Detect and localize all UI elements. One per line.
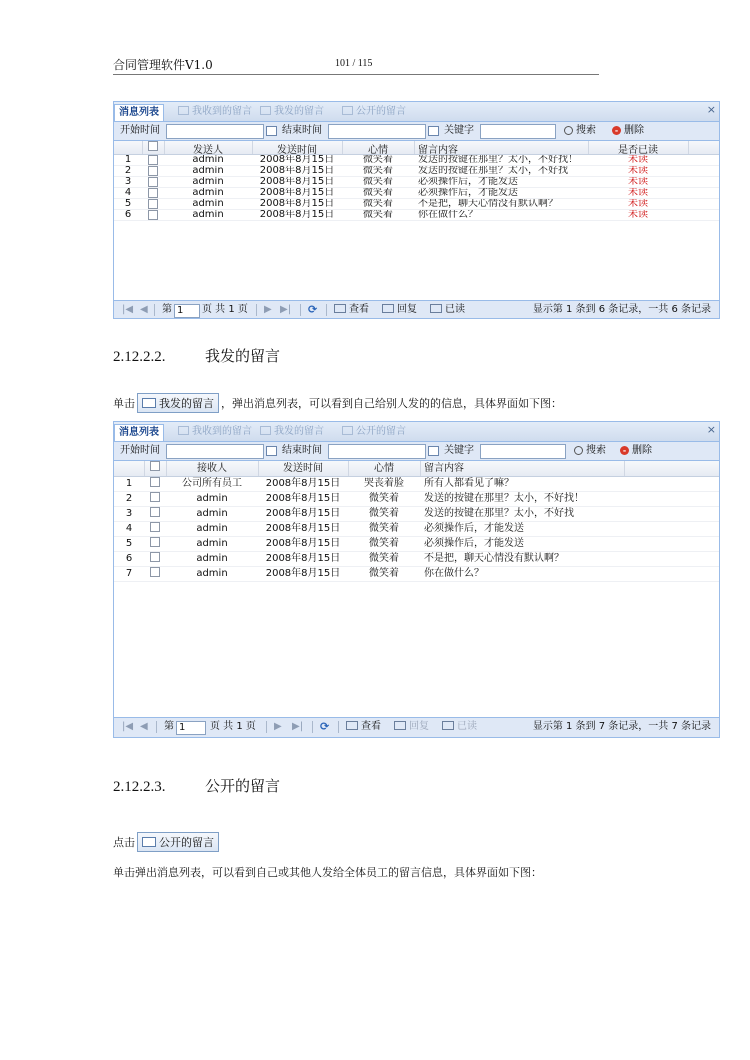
cell-content: 你在做什么？ (424, 568, 484, 579)
message-grid (114, 141, 719, 221)
cell-content: 发送的按键在那里？太小，不好找！ (418, 155, 578, 165)
first-page-button[interactable]: |◀ (122, 304, 134, 315)
refresh-icon[interactable]: ⟳ (308, 303, 318, 316)
grid-header (114, 141, 719, 155)
cell-sender: admin (192, 210, 224, 220)
select-all-checkbox[interactable] (148, 141, 158, 151)
tab-sent-messages[interactable]: 我发的留言 (256, 424, 328, 440)
cell-send-time: 2008年8月15日 (265, 493, 341, 504)
row-checkbox-cell (142, 210, 164, 223)
row-checkbox[interactable] (150, 522, 160, 532)
col-send-time[interactable]: 发送时间 (252, 141, 343, 154)
cell-recipient: admin (196, 508, 228, 519)
col-sender[interactable]: 发送人 (164, 141, 253, 154)
table-row[interactable] (114, 199, 719, 210)
cell-read-status: 未读 (628, 210, 648, 220)
page-total-label: 页 共 1 页 (210, 721, 256, 732)
row-checkbox[interactable] (148, 188, 158, 198)
table-row[interactable] (114, 492, 719, 507)
tab-public-messages[interactable]: 公开的留言 (338, 424, 410, 440)
cell-sender: admin (192, 177, 224, 187)
section-heading (113, 776, 281, 796)
select-all-checkbox[interactable] (150, 461, 160, 471)
grid-body (114, 477, 719, 582)
cell-mood: 微笑着 (363, 188, 393, 198)
cell-recipient: admin (196, 538, 228, 549)
instruction-paragraph: 单击弹出消息列表，可以看到自己或其他人发给全体员工的留言信息，具体界面如下图： (113, 866, 542, 879)
keyword-label: 关键字 (444, 125, 474, 136)
cell-content: 不是把，聊天心情没有默认啊？ (424, 553, 564, 564)
mail-icon (260, 426, 271, 435)
end-time-label: 结束时间 (282, 125, 322, 136)
prev-page-button[interactable]: ◀ (140, 721, 148, 732)
instruction-paragraph: 单击 我发的留言 ，弹出消息列表，可以看到自己给别人发的的信息，具体界面如下图： (113, 393, 562, 413)
mail-icon (178, 426, 189, 435)
cell-recipient: admin (196, 523, 228, 534)
cell-mood: 微笑着 (363, 199, 393, 209)
start-time-label: 开始时间 (120, 125, 160, 136)
row-checkbox[interactable] (148, 177, 158, 187)
cell-send-time: 2008年8月15日 (265, 568, 341, 579)
end-time-input[interactable] (328, 124, 426, 139)
table-row[interactable] (114, 166, 719, 177)
cell-content: 发送的按键在那里？太小，不好找！ (424, 493, 584, 504)
cell-read-status: 未读 (628, 166, 648, 176)
search-icon (564, 126, 573, 135)
table-row[interactable] (114, 210, 719, 221)
cell-send-time: 2008年8月15日 (265, 553, 341, 564)
reply-button[interactable]: 回复 (394, 721, 429, 733)
pagination-bar (114, 300, 719, 318)
cell-mood: 微笑着 (363, 166, 393, 176)
cell-recipient: admin (196, 553, 228, 564)
message-grid (114, 461, 719, 582)
row-checkbox-cell (144, 552, 166, 567)
cell-mood: 微笑着 (369, 553, 399, 564)
table-row[interactable] (114, 188, 719, 199)
tab-bar (114, 422, 719, 442)
record-status: 显示第 1 条到 6 条记录，一共 6 条记录 (532, 304, 711, 315)
calendar-icon[interactable] (266, 446, 277, 456)
table-row[interactable] (114, 477, 719, 492)
cell-send-time: 2008年8月15日 (259, 177, 335, 187)
cell-mood: 哭丧着脸 (364, 478, 404, 489)
cell-content: 发送的按键在那里？太小，不好找 (424, 508, 574, 519)
filter-toolbar (114, 442, 719, 461)
end-time-label: 结束时间 (282, 445, 322, 456)
row-number: 2 (125, 493, 133, 504)
cell-sender: admin (192, 155, 224, 165)
cell-read-status: 未读 (628, 177, 648, 187)
start-time-input[interactable] (166, 444, 264, 459)
cell-read-status: 未读 (628, 155, 648, 165)
row-number: 5 (124, 199, 132, 209)
cell-content: 你在做什么？ (418, 210, 478, 220)
cell-send-time: 2008年8月15日 (259, 155, 335, 165)
tab-message-list[interactable]: 消息列表 (114, 104, 164, 121)
row-number: 7 (125, 568, 133, 579)
sent-messages-button[interactable]: 我发的留言 (137, 393, 219, 413)
row-number: 4 (124, 188, 132, 198)
cell-content: 必须操作后，才能发送 (418, 177, 518, 187)
view-button[interactable]: 查看 (334, 304, 369, 316)
row-number: 6 (125, 553, 133, 564)
row-checkbox[interactable] (148, 199, 158, 209)
cell-mood: 微笑着 (363, 177, 393, 187)
page-number-input[interactable]: 1 (174, 304, 200, 318)
reply-icon (382, 304, 394, 313)
delete-button[interactable]: - 删除 (620, 444, 652, 457)
cell-send-time: 2008年8月15日 (259, 188, 335, 198)
close-icon[interactable]: × (706, 103, 716, 116)
cell-recipient: admin (196, 568, 228, 579)
col-mood[interactable]: 心情 (342, 141, 415, 154)
cell-send-time: 2008年8月15日 (265, 508, 341, 519)
section-title: 公开的留言 (205, 777, 281, 795)
delete-icon: - (620, 446, 629, 455)
table-row[interactable] (114, 537, 719, 552)
refresh-icon[interactable]: ⟳ (320, 720, 330, 733)
view-icon (346, 721, 358, 730)
cell-read-status: 未读 (628, 199, 648, 209)
mail-icon (260, 106, 271, 115)
keyword-input[interactable] (480, 124, 556, 139)
cell-send-time: 2008年8月15日 (265, 478, 341, 489)
col-content[interactable]: 留言内容 (420, 461, 625, 476)
cell-mood: 微笑着 (369, 508, 399, 519)
grid-header (114, 461, 719, 477)
last-page-button[interactable]: ▶| (280, 304, 292, 315)
row-checkbox[interactable] (150, 507, 160, 517)
page-label: 第 (164, 721, 174, 732)
keyword-label: 关键字 (444, 445, 474, 456)
page-label: 第 (162, 304, 172, 315)
delete-button[interactable]: - 删除 (612, 124, 644, 137)
cell-content: 必须操作后，才能发送 (418, 188, 518, 198)
cell-sender: admin (192, 199, 224, 209)
cell-content: 必须操作后，才能发送 (424, 538, 524, 549)
cell-recipient: admin (196, 493, 228, 504)
row-checkbox[interactable] (150, 537, 160, 547)
cell-mood: 微笑着 (363, 210, 393, 220)
row-checkbox-cell (144, 567, 166, 582)
reply-icon (394, 721, 406, 730)
cell-content: 所有人都看见了嘛？ (424, 478, 514, 489)
cell-sender: admin (192, 166, 224, 176)
mark-read-button[interactable]: 已读 (430, 304, 465, 316)
prev-page-button[interactable]: ◀ (140, 304, 148, 315)
start-time-input[interactable] (166, 124, 264, 139)
pagination-bar (114, 717, 719, 737)
folder-icon (142, 837, 156, 847)
cell-send-time: 2008年8月15日 (265, 523, 341, 534)
row-checkbox[interactable] (148, 210, 158, 220)
tab-received-messages[interactable]: 我收到的留言 (174, 424, 256, 440)
last-page-button[interactable]: ▶| (292, 721, 304, 732)
message-list-window-received (113, 101, 720, 319)
public-messages-button[interactable]: 公开的留言 (137, 832, 219, 852)
delete-icon: - (612, 126, 621, 135)
table-row[interactable] (114, 177, 719, 188)
folder-icon (342, 426, 353, 435)
first-page-button[interactable]: |◀ (122, 721, 134, 732)
read-icon (442, 721, 454, 730)
cell-mood: 微笑着 (369, 538, 399, 549)
keyword-input[interactable] (480, 444, 566, 459)
next-page-button[interactable]: ▶ (274, 721, 282, 732)
end-time-input[interactable] (328, 444, 426, 459)
col-send-time[interactable]: 发送时间 (258, 461, 349, 476)
tab-message-list[interactable]: 消息列表 (114, 424, 164, 441)
table-row[interactable] (114, 507, 719, 522)
row-number: 1 (125, 478, 133, 489)
tab-public-messages[interactable]: 公开的留言 (338, 104, 410, 120)
cell-send-time: 2008年8月15日 (259, 210, 335, 220)
page-number-input[interactable]: 1 (176, 721, 206, 735)
next-page-button[interactable]: ▶ (264, 304, 272, 315)
col-mood[interactable]: 心情 (348, 461, 421, 476)
grid-body (114, 155, 719, 221)
section-title: 我发的留言 (205, 347, 281, 365)
row-checkbox-cell (144, 537, 166, 552)
table-row[interactable] (114, 522, 719, 537)
row-checkbox-cell (144, 507, 166, 522)
col-read-status[interactable]: 是否已读 (588, 141, 689, 154)
row-number: 6 (124, 210, 132, 220)
calendar-icon[interactable] (428, 446, 439, 456)
section-heading (113, 346, 281, 366)
cell-mood: 微笑着 (369, 493, 399, 504)
col-recipient[interactable]: 接收人 (166, 461, 259, 476)
row-checkbox[interactable] (150, 567, 160, 577)
cell-send-time: 2008年8月15日 (259, 199, 335, 209)
row-checkbox-cell (144, 492, 166, 507)
calendar-icon[interactable] (428, 126, 439, 136)
mark-read-button[interactable]: 已读 (442, 721, 477, 733)
cell-mood: 微笑着 (363, 155, 393, 165)
row-number: 2 (124, 166, 132, 176)
row-checkbox-cell (144, 477, 166, 492)
table-row[interactable] (114, 567, 719, 582)
cell-send-time: 2008年8月15日 (259, 166, 335, 176)
cell-content: 不是把，聊天心情没有默认啊？ (418, 199, 558, 209)
calendar-icon[interactable] (266, 126, 277, 136)
start-time-label: 开始时间 (120, 445, 160, 456)
row-number: 1 (124, 155, 132, 165)
col-content[interactable]: 留言内容 (414, 141, 589, 154)
reply-button[interactable]: 回复 (382, 304, 417, 316)
cell-read-status: 未读 (628, 188, 648, 198)
page-total-label: 页 共 1 页 (202, 304, 248, 315)
cell-mood: 微笑着 (369, 523, 399, 534)
mail-icon (178, 106, 189, 115)
row-checkbox[interactable] (148, 166, 158, 176)
row-checkbox[interactable] (148, 155, 158, 165)
row-number: 5 (125, 538, 133, 549)
row-checkbox-cell (144, 522, 166, 537)
cell-content: 发送的按键在那里？太小，不好找 (418, 166, 568, 176)
row-checkbox[interactable] (150, 477, 160, 487)
table-row[interactable] (114, 155, 719, 166)
cell-mood: 微笑着 (369, 568, 399, 579)
section-number: 2.12.2.2. (113, 349, 166, 365)
record-status: 显示第 1 条到 7 条记录，一共 7 条记录 (532, 721, 711, 732)
page-header (113, 56, 599, 75)
view-button[interactable]: 查看 (346, 721, 381, 733)
search-button[interactable]: 搜索 (574, 444, 606, 457)
cell-recipient: 公司所有员工 (182, 478, 242, 489)
tab-sent-messages[interactable]: 我发的留言 (256, 104, 328, 120)
mail-icon (142, 398, 156, 408)
document-title: 合同管理软件V1.0 (113, 58, 213, 72)
cell-send-time: 2008年8月15日 (265, 538, 341, 549)
view-icon (334, 304, 346, 313)
row-number: 3 (125, 508, 133, 519)
tab-received-messages[interactable]: 我收到的留言 (174, 104, 256, 120)
table-row[interactable] (114, 552, 719, 567)
cell-content: 必须操作后，才能发送 (424, 523, 524, 534)
cell-sender: admin (192, 188, 224, 198)
search-button[interactable]: 搜索 (564, 124, 596, 137)
folder-icon (342, 106, 353, 115)
page-number: 101 / 115 (335, 58, 373, 69)
row-checkbox[interactable] (150, 492, 160, 502)
click-instruction: 点击 公开的留言 (113, 832, 221, 852)
search-icon (574, 446, 583, 455)
section-number: 2.12.2.3. (113, 779, 166, 795)
tab-bar (114, 102, 719, 122)
read-icon (430, 304, 442, 313)
filter-toolbar (114, 122, 719, 141)
row-number: 3 (124, 177, 132, 187)
row-checkbox[interactable] (150, 552, 160, 562)
close-icon[interactable]: × (706, 423, 716, 436)
row-number: 4 (125, 523, 133, 534)
message-list-window-sent (113, 421, 720, 738)
